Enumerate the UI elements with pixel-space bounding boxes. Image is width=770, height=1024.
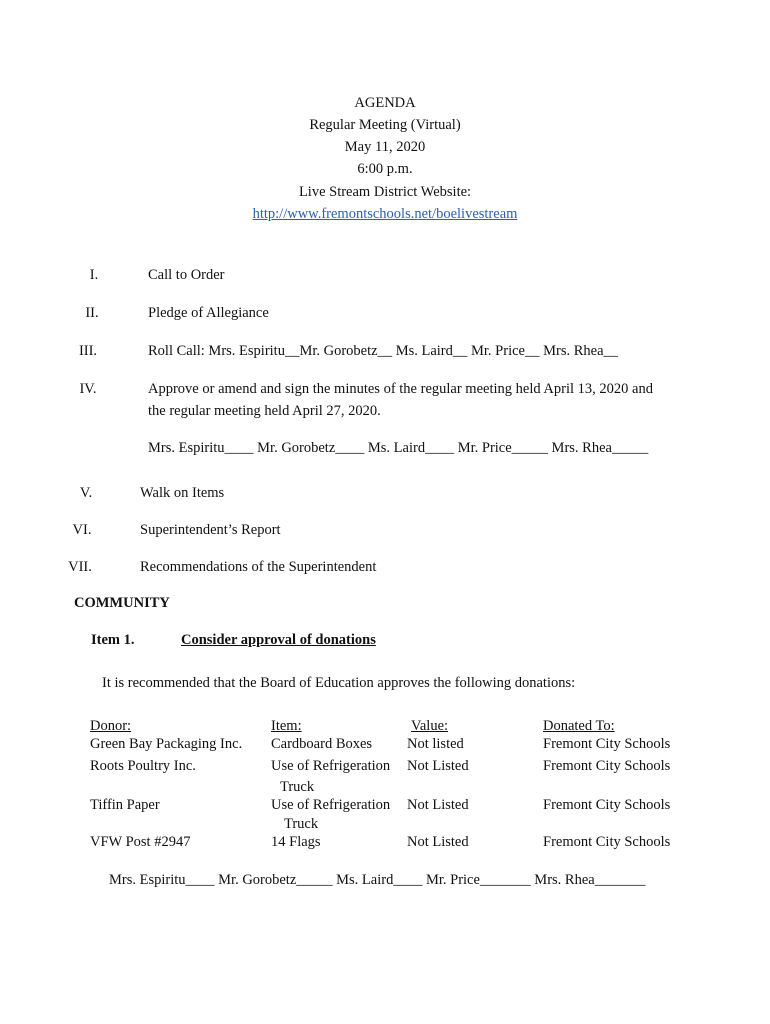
table-cell-donor: VFW Post #2947 (90, 834, 191, 850)
agenda-title: AGENDA (354, 95, 416, 111)
meeting-time: 6:00 p.m. (357, 161, 413, 177)
agenda-item-number: IV. (79, 381, 97, 397)
table-cell-item: Cardboard Boxes (271, 736, 373, 752)
column-header-item: Item: (271, 718, 302, 734)
column-header-donated-to: Donated To: (543, 718, 615, 734)
agenda-item-minutes: Approve or amend and sign the minutes of the regular meeting held April 13, 2020 and (148, 381, 653, 397)
table-cell-donor: Green Bay Packaging Inc. (90, 736, 243, 752)
agenda-item-minutes-cont: the regular meeting held April 27, 2020. (148, 403, 381, 419)
table-cell-donated-to: Fremont City Schools (543, 736, 671, 752)
item-title: Consider approval of donations (181, 632, 376, 648)
table-cell-donated-to: Fremont City Schools (543, 758, 671, 774)
agenda-item-walk-on: Walk on Items (140, 485, 225, 501)
table-cell-donor: Tiffin Paper (90, 797, 160, 813)
column-header-donor: Donor: (90, 718, 132, 734)
table-cell-value: Not Listed (407, 758, 469, 774)
agenda-item-number: VII. (68, 559, 92, 575)
table-cell-item-cont: Truck (280, 779, 315, 795)
table-cell-value: Not listed (407, 736, 464, 752)
agenda-item-pledge: Pledge of Allegiance (148, 305, 269, 321)
stream-link[interactable]: http://www.fremontschools.net/boelivestream (252, 206, 518, 222)
table-cell-donor: Roots Poultry Inc. (90, 758, 196, 774)
agenda-item-recommendations: Recommendations of the Superintendent (140, 559, 377, 575)
agenda-item-number: I. (89, 267, 99, 283)
table-cell-value: Not Listed (407, 834, 469, 850)
agenda-item-number: VI. (72, 522, 92, 538)
table-cell-item-cont: Truck (284, 816, 319, 832)
table-cell-donated-to: Fremont City Schools (543, 797, 671, 813)
agenda-item-number: II. (85, 305, 99, 321)
stream-label: Live Stream District Website: (298, 184, 472, 200)
agenda-item-number: V. (79, 485, 93, 501)
item-label: Item 1. (91, 632, 135, 648)
recommendation-text: It is recommended that the Board of Education approves the following donations: (102, 675, 576, 691)
agenda-item-number: III. (78, 343, 98, 359)
meeting-date: May 11, 2020 (344, 139, 426, 155)
donations-vote-line: Mrs. Espiritu____ Mr. Gorobetz_____ Ms. Laird____ Mr. Price_______ Mrs. Rhea_______ (109, 872, 646, 888)
minutes-vote-line: Mrs. Espiritu____ Mr. Gorobetz____ Ms. Laird____ Mr. Price_____ Mrs. Rhea_____ (148, 440, 649, 456)
agenda-item-call-to-order: Call to Order (148, 267, 225, 283)
table-cell-item: Use of Refrigeration (271, 797, 391, 813)
table-cell-donated-to: Fremont City Schools (543, 834, 671, 850)
meeting-type: Regular Meeting (Virtual) (309, 117, 461, 133)
agenda-item-roll-call: Roll Call: Mrs. Espiritu__Mr. Gorobetz__ Ms. Laird__ Mr. Price__ Mrs. Rhea__ (148, 343, 619, 359)
table-cell-item: Use of Refrigeration (271, 758, 391, 774)
agenda-item-superintendent-report: Superintendent’s Report (140, 522, 281, 538)
column-header-value: Value: (411, 718, 449, 734)
table-cell-value: Not Listed (407, 797, 469, 813)
section-heading-community: COMMUNITY (74, 595, 170, 611)
table-cell-item: 14 Flags (271, 834, 321, 850)
